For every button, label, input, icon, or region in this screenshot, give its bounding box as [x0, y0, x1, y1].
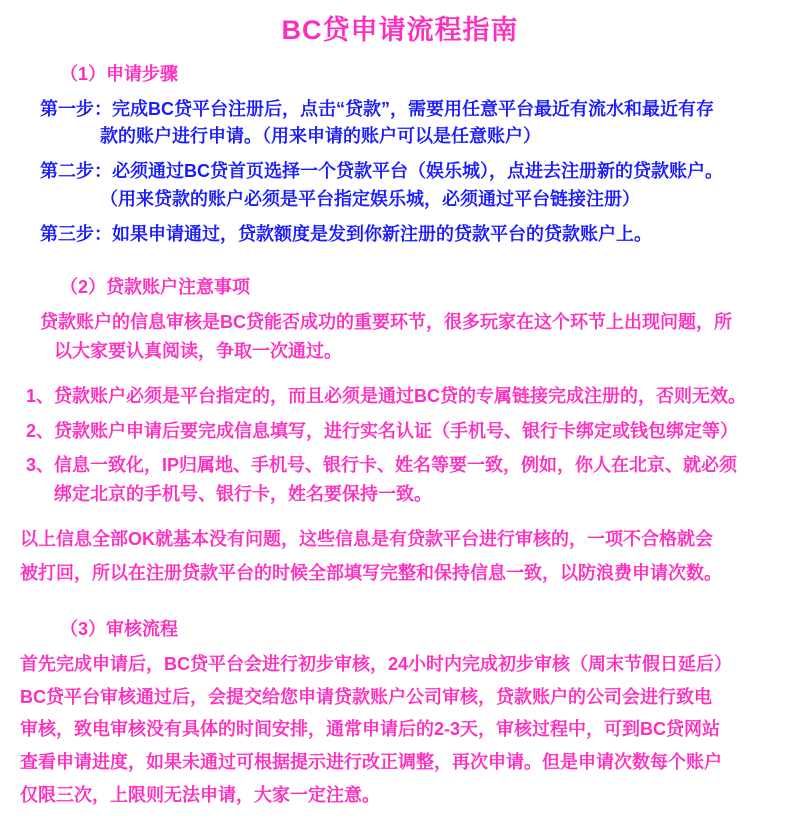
- note-item-line1: 1、贷款账户必须是平台指定的，而且必须是通过BC贷的专属链接完成注册的，否则无效。: [26, 385, 747, 406]
- spacer: [18, 259, 782, 269]
- summary-line: 被打回，所以在注册贷款平台的时候全部填写完整和保持信息一致，以防浪费申请次数。: [20, 562, 722, 583]
- step-text: 完成BC贷平台注册后，点击“贷款”，需要用任意平台最近有流水和最近有存: [112, 98, 714, 119]
- loan-account-notes-block: [18, 308, 782, 509]
- spacer: [18, 372, 782, 382]
- summary-block: [18, 525, 782, 588]
- notes-intro-line2: 以大家要认真阅读，争取一次通过。: [54, 341, 342, 362]
- step-continuation: （用来贷款的账户必须是平台指定娱乐城，必须通过平台链接注册）: [100, 189, 640, 210]
- step-label: 第三步：: [40, 224, 112, 245]
- notes-intro-line1: 贷款账户的信息审核是BC贷能否成功的重要环节，很多玩家在这个环节上出现问题，所: [40, 312, 732, 333]
- note-item: [18, 451, 782, 509]
- flow-line: 审核，致电审核没有具体的时间安排，通常申请后的2-3天，审核过程中，可到BC贷网站: [20, 719, 721, 740]
- application-steps-block: [18, 96, 782, 249]
- notes-intro: [18, 308, 782, 366]
- note-item-line1: 3、信息一致化，IP归属地、手机号、银行卡、姓名等要一致，例如，你人在北京、就必须: [26, 455, 738, 476]
- step-item: [18, 158, 782, 214]
- flow-line: 首先完成申请后，BC贷平台会进行初步审核，24小时内完成初步审核（周末节假日延后）: [20, 653, 733, 674]
- step-item: [18, 221, 782, 249]
- step-text: 如果申请通过，贷款额度是发到你新注册的贷款平台的贷款账户上。: [112, 224, 652, 245]
- section-2-heading: （2）贷款账户注意事项: [60, 277, 251, 298]
- step-text: 必须通过BC贷首页选择一个贷款平台（娱乐城），点进去注册新的贷款账户。: [112, 161, 723, 182]
- note-item: [18, 417, 782, 446]
- step-item: [18, 96, 782, 152]
- flow-line: 查看申请进度，如果未通过可根据提示进行改正调整，再次申请。但是申请次数每个账户: [20, 752, 722, 773]
- note-item-line1: 2、贷款账户申请后要完成信息填写，进行实名认证（手机号、银行卡绑定或钱包绑定等）: [26, 420, 739, 441]
- review-flow-block: [18, 650, 782, 810]
- spacer: [18, 593, 782, 611]
- step-continuation: 款的账户进行申请。（用来申请的账户可以是任意账户）: [100, 126, 541, 147]
- note-item-line2: 绑定北京的手机号、银行卡，姓名要保持一致。: [54, 484, 432, 505]
- step-label: 第二步：: [40, 161, 112, 182]
- step-label: 第一步：: [40, 98, 112, 119]
- section-3-heading: （3）审核流程: [60, 618, 179, 639]
- section-1-heading: （1）申请步骤: [60, 64, 179, 85]
- page-title: BC贷申请流程指南: [281, 15, 519, 45]
- flow-line: BC贷平台审核通过后，会提交给您申请贷款账户公司审核，贷款账户的公司会进行致电: [20, 686, 712, 707]
- flow-line: 仅限三次，上限则无法申请，大家一定注意。: [20, 784, 380, 805]
- note-item: [18, 382, 782, 411]
- summary-line: 以上信息全部OK就基本没有问题，这些信息是有贷款平台进行审核的，一项不合格就会: [20, 529, 713, 549]
